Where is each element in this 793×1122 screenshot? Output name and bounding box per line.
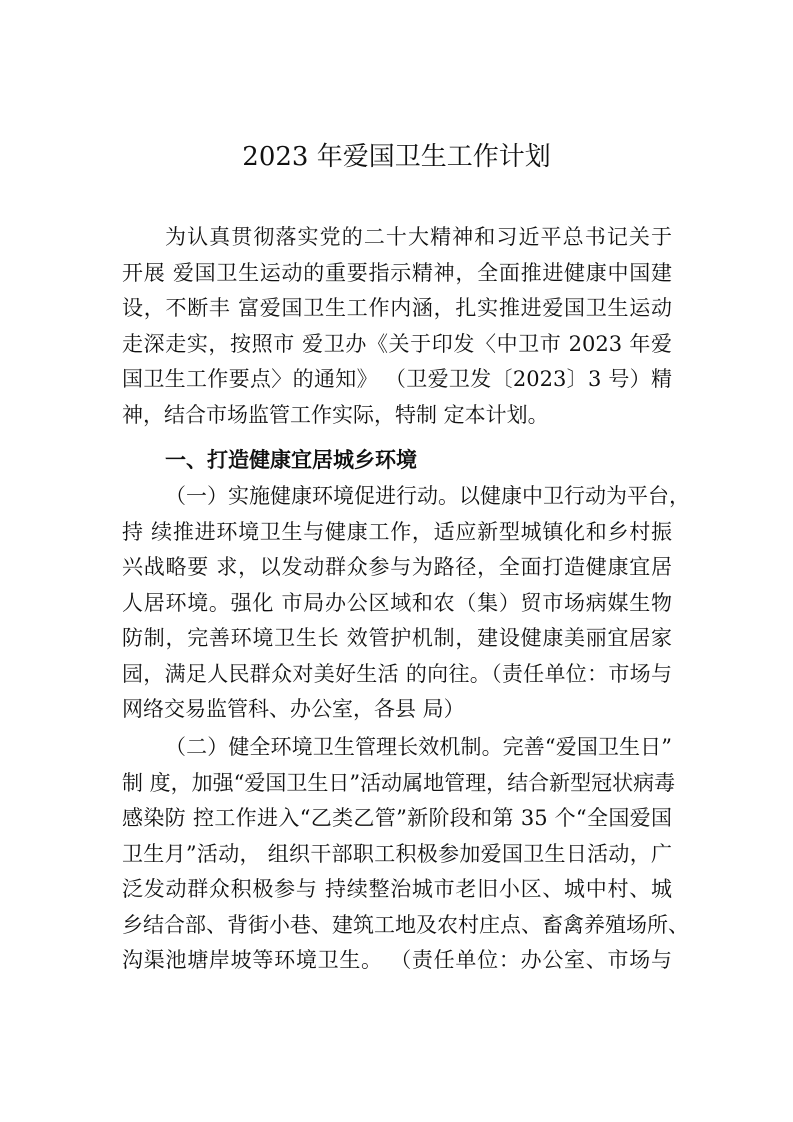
- text-line: 感染防 控工作进入“乙类乙管”新阶段和第 35 个“全国爱国: [122, 806, 672, 830]
- text-line: 神，结合市场监管工作实际，特制 定本计划。: [122, 402, 549, 427]
- text-line: 走深走实，按照市 爱卫办《关于印发〈中卫市 2023 年爱: [122, 331, 672, 356]
- text-line: 制 度，加强“爱国卫生日”活动属地管理，结合新型冠状病毒: [122, 770, 676, 795]
- text-line: 网络交易监管科、办公室，各县 局）: [122, 697, 465, 721]
- text-line: 设，不断丰 富爱国卫生工作内涵，扎实推进爱国卫生运动: [122, 296, 672, 320]
- text-line: 卫生月”活动， 组织干部职工积极参加爱国卫生日活动，广: [122, 841, 672, 866]
- text-line: 国卫生工作要点〉的通知》 （卫爱卫发〔2023〕3 号）精: [122, 367, 672, 391]
- text-line: 园，满足人民群众对美好生活 的向往。（责任单位：市场与: [122, 661, 672, 686]
- section-heading: 一、打造健康宜居城乡环境: [165, 448, 417, 472]
- intro-paragraph: [122, 220, 672, 433]
- document-title: 2023 年爱国卫生工作计划: [242, 142, 551, 172]
- text-line: （二）健全环境卫生管理长效机制。完善“爱国卫生日”: [165, 735, 672, 759]
- text-line: 乡结合部、背街小巷、建筑工地及农村庄点、畜禽养殖场所、: [122, 912, 689, 937]
- subsection-2-paragraph: [122, 730, 689, 979]
- text-line: 开展 爱国卫生运动的重要指示精神，全面推进健康中国建: [122, 260, 672, 285]
- text-line: 防制，完善环境卫生长 效管护机制，建设健康美丽宜居家: [122, 626, 672, 650]
- text-line: 泛发动群众积极参与 持续整治城市老旧小区、城中村、城: [122, 877, 672, 901]
- text-line: 沟渠池塘岸坡等环境卫生。 （责任单位：办公室、市场与: [122, 948, 672, 972]
- text-line: 兴战略要 求，以发动群众参与为路径，全面打造健康宜居: [122, 555, 672, 579]
- text-line: 人居环境。强化 市局办公区域和农（集）贸市场病媒生物: [122, 590, 672, 615]
- text-line: （一）实施健康环境促进行动。以健康中卫行动为平台，: [165, 484, 690, 508]
- text-line: 持 续推进环境卫生与健康工作，适应新型城镇化和乡村振: [122, 519, 672, 544]
- subsection-1-paragraph: [122, 479, 690, 728]
- text-line: 为认真贯彻落实党的二十大精神和习近平总书记关于: [165, 225, 672, 249]
